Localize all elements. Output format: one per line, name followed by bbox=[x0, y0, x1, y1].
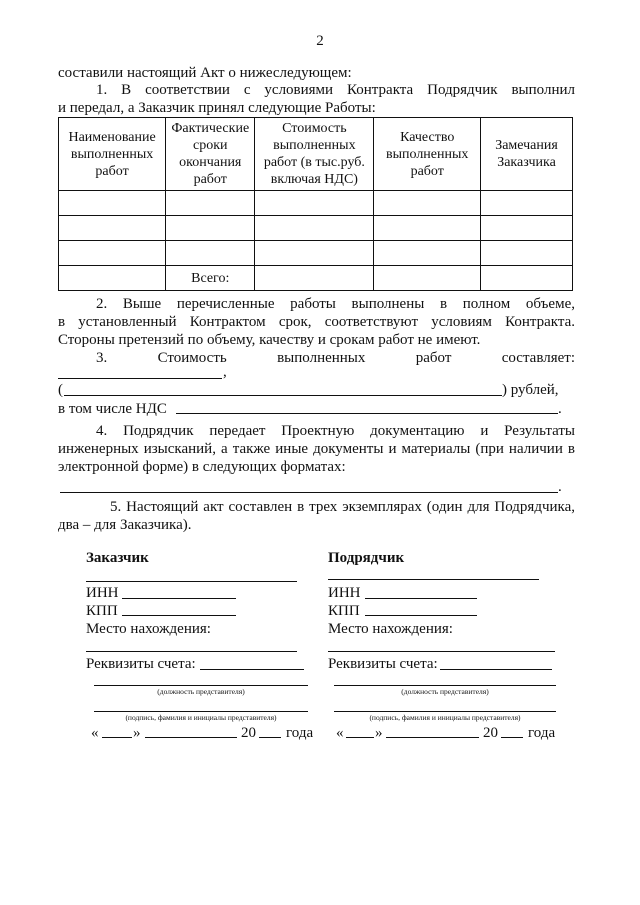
table-cell bbox=[59, 266, 166, 291]
customer-day-field[interactable] bbox=[102, 737, 132, 738]
customer-account-label: Реквизиты счета: bbox=[86, 656, 196, 672]
table-cell[interactable] bbox=[481, 191, 573, 216]
page-number: 2 bbox=[316, 33, 324, 49]
column-header-dates: Фактические сроки окончания работ bbox=[166, 118, 255, 191]
column-header-remarks: Замечания Заказчика bbox=[481, 118, 573, 191]
table-cell[interactable] bbox=[481, 216, 573, 241]
table-cell[interactable] bbox=[166, 216, 255, 241]
clause-4-line-2: инженерных изысканий, а также иные документы и материалы (при наличии в bbox=[58, 441, 575, 457]
table-total-row bbox=[59, 266, 573, 291]
table-cell[interactable] bbox=[59, 216, 166, 241]
customer-position-caption: (должность представителя) bbox=[157, 687, 245, 696]
cost-amount-field[interactable] bbox=[58, 378, 222, 379]
table-cell[interactable] bbox=[59, 191, 166, 216]
contractor-inn-field[interactable] bbox=[365, 598, 477, 599]
cost-in-words-field[interactable] bbox=[64, 395, 502, 396]
contractor-signature-field[interactable] bbox=[334, 711, 556, 712]
clause-3-line-1: 3. Стоимость выполненных работ составляет: bbox=[96, 350, 575, 366]
customer-year-prefix: 20 bbox=[241, 725, 256, 741]
contractor-year-prefix: 20 bbox=[483, 725, 498, 741]
clause-5-line-2: два – для Заказчика). bbox=[58, 517, 192, 533]
contractor-date-close-quote: » bbox=[375, 725, 383, 741]
clause-4-line-3: электронной форме) в следующих форматах: bbox=[58, 459, 346, 475]
table-cell[interactable] bbox=[255, 216, 374, 241]
total-label: Всего: bbox=[166, 266, 255, 291]
contractor-year-suffix: года bbox=[528, 725, 556, 741]
customer-year-field[interactable] bbox=[259, 737, 281, 738]
customer-position-field[interactable] bbox=[94, 685, 308, 686]
table-cell[interactable] bbox=[374, 241, 481, 266]
table-cell[interactable] bbox=[374, 216, 481, 241]
customer-signature-field[interactable] bbox=[94, 711, 308, 712]
table-row bbox=[59, 216, 573, 241]
table-cell[interactable] bbox=[255, 191, 374, 216]
formats-dot: . bbox=[558, 479, 562, 495]
customer-name-field[interactable] bbox=[86, 581, 297, 582]
table-row bbox=[59, 191, 573, 216]
clause-1-line-1: 1. В соответствии с условиями Контракта Подрядчик выполнил bbox=[96, 82, 575, 98]
formats-field[interactable] bbox=[60, 492, 558, 493]
contractor-date-open-quote: « bbox=[336, 725, 344, 741]
table-cell[interactable] bbox=[374, 191, 481, 216]
customer-year-suffix: года bbox=[286, 725, 314, 741]
cost-comma: , bbox=[223, 364, 227, 380]
table-cell[interactable] bbox=[481, 241, 573, 266]
customer-kpp-label: КПП bbox=[86, 603, 118, 619]
customer-date-open-quote: « bbox=[91, 725, 99, 741]
contractor-account-field[interactable] bbox=[440, 669, 552, 670]
contractor-account-label: Реквизиты счета: bbox=[328, 656, 438, 672]
vat-amount-field[interactable] bbox=[176, 413, 558, 414]
cost-rubles: ) рублей, bbox=[502, 382, 559, 398]
clause-1-line-2: и передал, а Заказчик принял следующие Работы: bbox=[58, 100, 376, 116]
contractor-position-caption: (должность представителя) bbox=[401, 687, 489, 696]
clause-4-line-1: 4. Подрядчик передает Проектную документацию и Результаты bbox=[96, 423, 575, 439]
table-header-row bbox=[59, 118, 573, 191]
contractor-location-field[interactable] bbox=[328, 651, 555, 652]
contractor-kpp-field[interactable] bbox=[365, 615, 477, 616]
customer-heading: Заказчик bbox=[86, 550, 149, 566]
table-row bbox=[59, 241, 573, 266]
customer-location-field[interactable] bbox=[86, 651, 297, 652]
customer-inn-label: ИНН bbox=[86, 585, 119, 601]
intro-text: составили настоящий Акт о нижеследующем: bbox=[58, 65, 352, 81]
clause-2-line-2: в установленный Контрактом срок, соответствуют условиям Контракта. bbox=[58, 314, 575, 330]
vat-dot: . bbox=[558, 401, 562, 417]
customer-location-label: Место нахождения: bbox=[86, 621, 211, 637]
contractor-location-label: Место нахождения: bbox=[328, 621, 453, 637]
contractor-inn-label: ИНН bbox=[328, 585, 361, 601]
table-cell bbox=[374, 266, 481, 291]
contractor-day-field[interactable] bbox=[346, 737, 374, 738]
contractor-signature-caption: (подпись, фамилия и инициалы представителя) bbox=[369, 713, 521, 722]
table-cell[interactable] bbox=[166, 241, 255, 266]
customer-date-close-quote: » bbox=[133, 725, 141, 741]
contractor-month-field[interactable] bbox=[386, 737, 479, 738]
contractor-year-field[interactable] bbox=[501, 737, 523, 738]
contractor-name-field[interactable] bbox=[328, 579, 539, 580]
total-value-cell[interactable] bbox=[255, 266, 374, 291]
contractor-heading: Подрядчик bbox=[328, 550, 405, 566]
clause-5-line-1: 5. Настоящий акт составлен в трех экземплярах (один для Подрядчика, bbox=[110, 499, 575, 515]
customer-kpp-field[interactable] bbox=[122, 615, 236, 616]
contractor-kpp-label: КПП bbox=[328, 603, 360, 619]
column-header-cost: Стоимость выполненных работ (в тыс.руб. включая НДС) bbox=[255, 118, 374, 191]
column-header-name: Наименование выполненных работ bbox=[59, 118, 166, 191]
column-header-quality: Качество выполненных работ bbox=[374, 118, 481, 191]
table-cell[interactable] bbox=[255, 241, 374, 266]
clause-2-line-3: Стороны претензий по объему, качеству и срокам работ не имеют. bbox=[58, 332, 481, 348]
customer-month-field[interactable] bbox=[145, 737, 237, 738]
customer-signature-caption: (подпись, фамилия и инициалы представителя) bbox=[125, 713, 277, 722]
table-cell[interactable] bbox=[166, 191, 255, 216]
cost-open-paren: ( bbox=[58, 382, 63, 398]
contractor-position-field[interactable] bbox=[334, 685, 556, 686]
customer-account-field[interactable] bbox=[200, 669, 304, 670]
table-cell bbox=[481, 266, 573, 291]
table-cell[interactable] bbox=[59, 241, 166, 266]
vat-label: в том числе НДС bbox=[58, 401, 167, 417]
works-table bbox=[58, 117, 573, 291]
clause-2-line-1: 2. Выше перечисленные работы выполнены в полном объеме, bbox=[96, 296, 575, 312]
customer-inn-field[interactable] bbox=[122, 598, 236, 599]
